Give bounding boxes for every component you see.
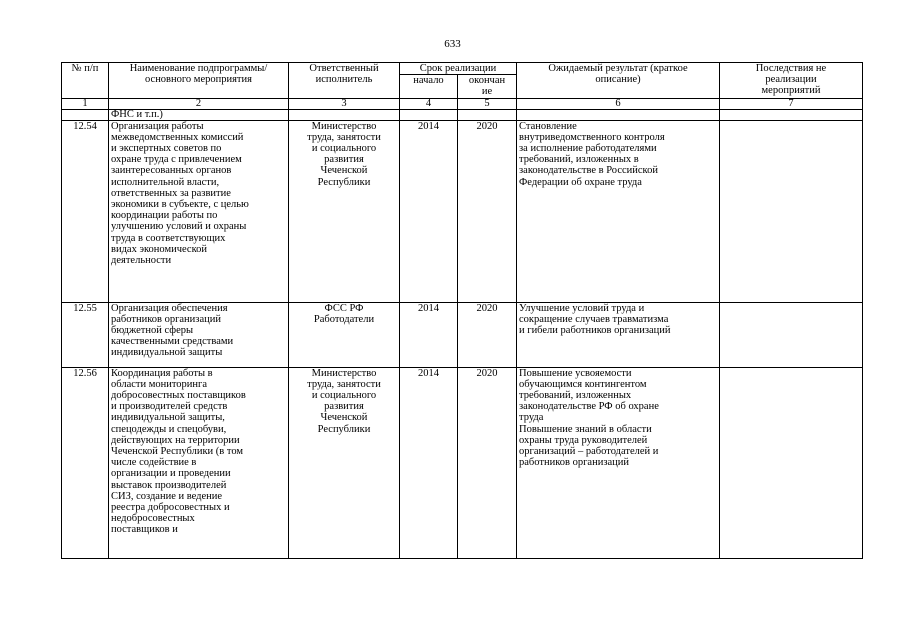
row-name: Организация работы межведомственных комиссий и экспертных советов по охране труда с привлечением заинтересованных органов исполнительной власти, ответственных за развитие экономики в субъекте, с целью координации работы по улучшению условий и охраны труда в соответствующих видах экономической деятельности: [109, 120, 289, 302]
column-number: 4: [400, 98, 458, 109]
row-name: Организация обеспечения работников организаций бюджетной сферы качественными средствами индивидуальной защиты: [109, 302, 289, 367]
header-consequences: Последствия не реализации мероприятий: [720, 63, 863, 99]
row-result: Улучшение условий труда и сокращение случаев травматизма и гибели работников организаций: [517, 302, 720, 367]
row-result: Повышение усвояемости обучающимся контингентом требований, изложенных законодательстве РФ об охране труда Повышение знаний в области охраны труда руководителей организаций – работодателей и работников организаций: [517, 367, 720, 558]
header-num: № п/п: [62, 63, 109, 99]
header-name: Наименование подпрограммы/ основного мероприятия: [109, 63, 289, 99]
row-start: 2014: [400, 367, 458, 558]
row-end: 2020: [458, 302, 517, 367]
row-executor: Министерство труда, занятости и социального развития Чеченской Республики: [289, 120, 400, 302]
measures-table: [61, 62, 863, 559]
continuation-row: [62, 109, 863, 120]
row-consequences: [720, 302, 863, 367]
header-executor: Ответственный исполнитель: [289, 63, 400, 99]
row-start: 2014: [400, 302, 458, 367]
column-number: 6: [517, 98, 720, 109]
row-consequences: [720, 367, 863, 558]
row-consequences: [720, 120, 863, 302]
row-num: 12.56: [62, 367, 109, 558]
page-number: 633: [444, 38, 461, 50]
row-num: 12.54: [62, 120, 109, 302]
column-numbers-row: [62, 98, 863, 109]
table-row: [62, 302, 863, 367]
row-end: 2020: [458, 367, 517, 558]
table-row: [62, 120, 863, 302]
column-number: 3: [289, 98, 400, 109]
row-executor: ФСС РФ Работодатели: [289, 302, 400, 367]
column-number: 7: [720, 98, 863, 109]
row-name: Координация работы в области мониторинга добросовестных поставщиков и производителей средств индивидуальной защиты, спецодежды и спецобуви, действующих на территории Чеченской Республики (в том числе содействие в организации и проведении выставок производителей СИЗ, создание и ведение реестра добросовестных и недобросовестных поставщиков и: [109, 367, 289, 558]
column-number: 2: [109, 98, 289, 109]
header-result: Ожидаемый результат (краткое описание): [517, 63, 720, 99]
header-period: Срок реализации: [400, 63, 517, 75]
header-end: окончан ие: [458, 75, 517, 98]
row-num: 12.55: [62, 302, 109, 367]
column-number: 1: [62, 98, 109, 109]
column-number: 5: [458, 98, 517, 109]
row-end: 2020: [458, 120, 517, 302]
header-start: начало: [400, 75, 458, 98]
continuation-name: ФНС и т.п.): [109, 109, 289, 120]
row-start: 2014: [400, 120, 458, 302]
table-row: [62, 367, 863, 558]
row-executor: Министерство труда, занятости и социального развития Чеченской Республики: [289, 367, 400, 558]
row-result: Становление внутриведомственного контроля за исполнение работодателями требований, изложенных в законодательстве в Российской Федерации об охране труда: [517, 120, 720, 302]
